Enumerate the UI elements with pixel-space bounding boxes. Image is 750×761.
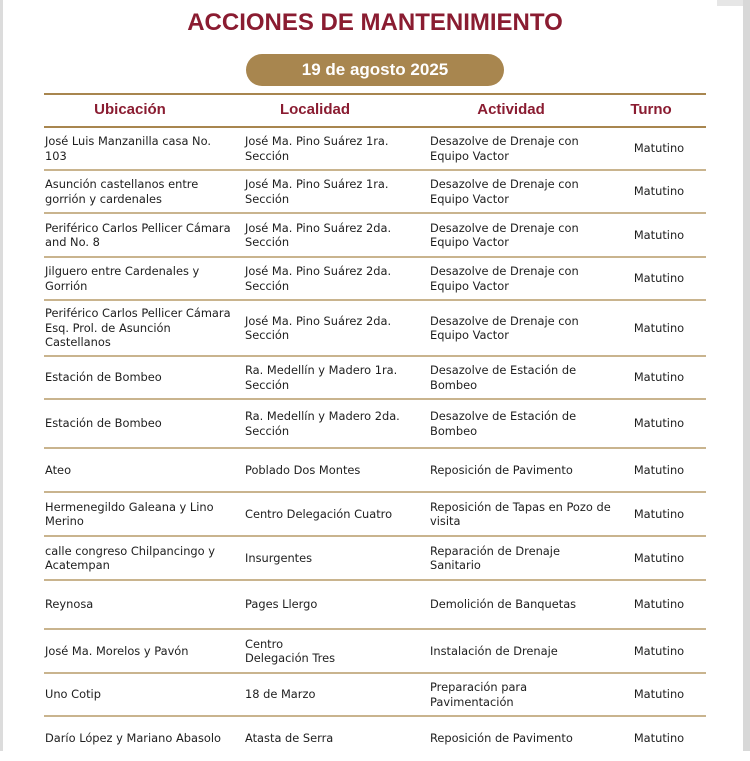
cell-turno [614, 301, 704, 355]
cell-ubicacion [45, 171, 235, 212]
cell-ubicacion [45, 214, 235, 256]
cell-turno [614, 258, 704, 299]
table-row [44, 493, 706, 537]
table-row [44, 400, 706, 449]
cell-localidad [245, 128, 421, 169]
table-row [44, 301, 706, 357]
cell-localidad [245, 171, 421, 212]
cell-text: Matutino [633, 597, 685, 612]
cell-turno [614, 400, 704, 447]
cell-text: Poblado Dos Montes [245, 462, 361, 477]
cell-actividad [430, 449, 612, 491]
cell-ubicacion [45, 357, 235, 398]
cell-localidad [245, 357, 421, 398]
cell-text: Matutino [633, 730, 685, 745]
cell-actividad [430, 301, 612, 355]
cell-text: Preparación para Pavimentación [430, 680, 528, 709]
cell-actividad [430, 214, 612, 256]
cell-text: Periférico Carlos Pellicer Cámara Esq. Prol. de Asunción Castellanos [45, 306, 231, 350]
cell-text: Estación de Bombeo [45, 370, 162, 385]
cell-text: Reposición de Pavimento [430, 462, 573, 477]
cell-text: Ra. Medellín y Madero 2da. Sección [245, 409, 400, 438]
cell-localidad [245, 630, 421, 672]
page-edge-mark [717, 0, 743, 6]
cell-text: Atasta de Serra [245, 730, 334, 745]
header-rule-top [44, 93, 706, 95]
cell-text: Matutino [633, 320, 685, 335]
cell-ubicacion [45, 674, 235, 715]
cell-text: 18 de Marzo [245, 687, 316, 702]
cell-turno [614, 581, 704, 628]
cell-localidad [245, 301, 421, 355]
cell-text: Desazolve de Estación de Bombeo [430, 409, 577, 438]
cell-text: Reposición de Tapas en Pozo de visita [430, 499, 611, 528]
column-header-localidad: Localidad [279, 101, 350, 118]
cell-localidad [245, 493, 421, 535]
table-row [44, 128, 706, 171]
cell-text: José Ma. Pino Suárez 1ra. Sección [245, 177, 389, 206]
cell-ubicacion [45, 581, 235, 628]
cell-text: José Luis Manzanilla casa No. 103 [45, 134, 211, 163]
cell-localidad [245, 674, 421, 715]
cell-actividad [430, 400, 612, 447]
cell-turno [614, 537, 704, 579]
cell-turno [614, 674, 704, 715]
table-row [44, 630, 706, 674]
table-row [44, 537, 706, 581]
cell-text: Matutino [633, 506, 685, 521]
cell-turno [614, 214, 704, 256]
cell-ubicacion [45, 301, 235, 355]
cell-turno [614, 449, 704, 491]
cell-actividad [430, 717, 612, 759]
cell-text: Desazolve de Drenaje con Equipo Vactor [430, 177, 579, 206]
cell-text: Darío López y Mariano Abasolo [45, 730, 221, 745]
cell-text: Pages Llergo [245, 597, 318, 612]
cell-ubicacion [45, 258, 235, 299]
cell-text: Matutino [633, 141, 685, 156]
cell-text: José Ma. Pino Suárez 2da. Sección [245, 313, 392, 342]
cell-text: Matutino [633, 227, 685, 242]
date-badge: 19 de agosto 2025 [246, 54, 504, 86]
cell-text: Matutino [633, 687, 685, 702]
cell-text: Matutino [633, 550, 685, 565]
cell-actividad [430, 630, 612, 672]
cell-text: Desazolve de Drenaje con Equipo Vactor [430, 264, 579, 293]
cell-text: Ra. Medellín y Madero 1ra. Sección [245, 363, 398, 392]
cell-text: Hermenegildo Galeana y Lino Merino [45, 499, 214, 528]
cell-text: Matutino [633, 271, 685, 286]
cell-turno [614, 493, 704, 535]
cell-actividad [430, 357, 612, 398]
cell-text: Desazolve de Drenaje con Equipo Vactor [430, 313, 579, 342]
cell-ubicacion [45, 449, 235, 491]
cell-ubicacion [45, 717, 235, 759]
cell-text: Reparación de Drenaje Sanitario [430, 543, 560, 572]
cell-turno [614, 128, 704, 169]
cell-localidad [245, 717, 421, 759]
cell-actividad [430, 581, 612, 628]
cell-text: Estación de Bombeo [45, 416, 162, 431]
cell-text: Matutino [633, 370, 685, 385]
cell-localidad [245, 581, 421, 628]
cell-ubicacion [45, 537, 235, 579]
table-row [44, 581, 706, 630]
cell-text: Matutino [633, 416, 685, 431]
cell-ubicacion [45, 493, 235, 535]
cell-localidad [245, 400, 421, 447]
cell-text: calle congreso Chilpancingo y Acatempan [45, 543, 215, 572]
table-row [44, 171, 706, 214]
cell-text: Matutino [633, 643, 685, 658]
cell-text: Uno Cotip [45, 687, 101, 702]
cell-text: José Ma. Morelos y Pavón [45, 643, 189, 658]
column-header-turno: Turno [630, 101, 672, 118]
cell-actividad [430, 171, 612, 212]
cell-text: Ateo [45, 462, 72, 477]
column-header-ubicacion: Ubicación [94, 101, 166, 118]
cell-text: Periférico Carlos Pellicer Cámara and No. 8 [45, 220, 231, 249]
table-row [44, 717, 706, 761]
cell-text: Centro Delegación Cuatro [245, 506, 393, 521]
table-row [44, 674, 706, 717]
cell-text: Instalación de Drenaje [430, 643, 558, 658]
cell-actividad [430, 258, 612, 299]
cell-text: Reposición de Pavimento [430, 730, 573, 745]
cell-actividad [430, 674, 612, 715]
cell-text: Asunción castellanos entre gorrión y cardenales [45, 177, 199, 206]
cell-turno [614, 630, 704, 672]
cell-turno [614, 717, 704, 759]
cell-localidad [245, 449, 421, 491]
cell-ubicacion [45, 630, 235, 672]
cell-actividad [430, 493, 612, 535]
cell-text: Jilguero entre Cardenales y Gorrión [45, 264, 200, 293]
cell-ubicacion [45, 400, 235, 447]
cell-text: Desazolve de Drenaje con Equipo Vactor [430, 220, 579, 249]
table-row [44, 449, 706, 493]
cell-localidad [245, 537, 421, 579]
page-edge-left [0, 0, 3, 751]
cell-actividad [430, 128, 612, 169]
cell-text: Desazolve de Drenaje con Equipo Vactor [430, 134, 579, 163]
document-title: ACCIONES DE MANTENIMIENTO [187, 9, 563, 36]
column-header-actividad: Actividad [477, 101, 545, 118]
page-edge-right [743, 0, 750, 751]
cell-turno [614, 357, 704, 398]
table-row [44, 357, 706, 400]
cell-text: Demolición de Banquetas [430, 597, 577, 612]
cell-actividad [430, 537, 612, 579]
cell-ubicacion [45, 128, 235, 169]
cell-text: Insurgentes [245, 550, 313, 565]
table-row [44, 258, 706, 301]
cell-text: Matutino [633, 184, 685, 199]
cell-text: Centro Delegación Tres [245, 636, 336, 665]
cell-localidad [245, 258, 421, 299]
cell-text: Desazolve de Estación de Bombeo [430, 363, 577, 392]
cell-text: Matutino [633, 462, 685, 477]
cell-turno [614, 171, 704, 212]
cell-text: José Ma. Pino Suárez 2da. Sección [245, 220, 392, 249]
cell-localidad [245, 214, 421, 256]
cell-text: José Ma. Pino Suárez 2da. Sección [245, 264, 392, 293]
cell-text: José Ma. Pino Suárez 1ra. Sección [245, 134, 389, 163]
table-row [44, 214, 706, 258]
cell-text: Reynosa [45, 597, 94, 612]
